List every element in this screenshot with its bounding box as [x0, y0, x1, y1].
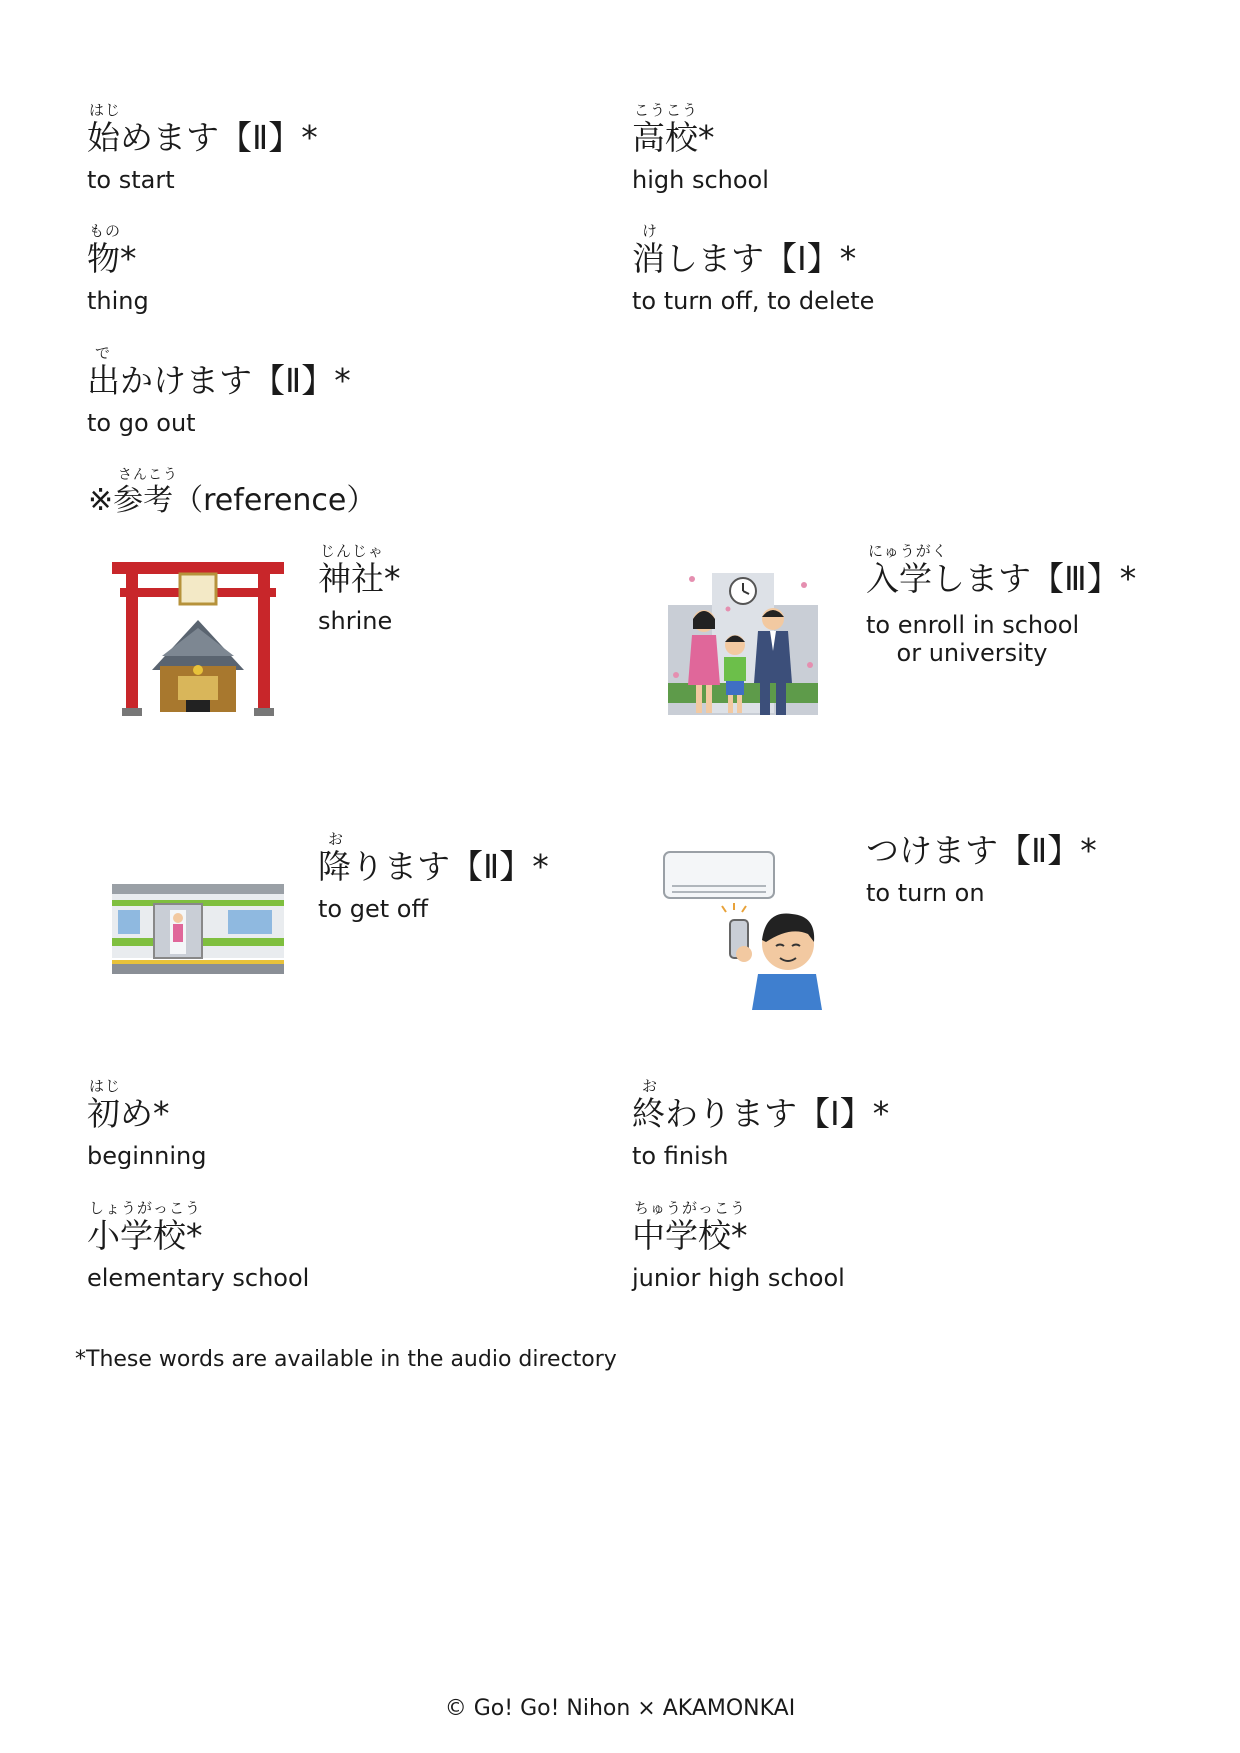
vocab-meaning: to get off — [318, 895, 428, 923]
furigana: じんじゃ — [320, 542, 385, 560]
furigana: け — [642, 222, 659, 240]
vocab-meaning: high school — [632, 166, 769, 194]
vocab-entry-start — [87, 102, 318, 196]
furigana: お — [642, 1077, 659, 1095]
vocab-word: 消します【Ⅰ】* — [632, 239, 857, 278]
audio-footnote: *These words are available in the audio directory — [75, 1347, 617, 1372]
vocab-word: 小学校* — [87, 1216, 203, 1255]
vocab-entry-elementary-school — [87, 1200, 309, 1294]
vocab-meaning: thing — [87, 287, 149, 315]
vocab-word: つけます【Ⅱ】* — [866, 831, 1097, 870]
vocab-word: 入学します【Ⅲ】* — [866, 559, 1137, 598]
vocab-word: 初め* — [87, 1094, 170, 1133]
furigana: ちゅうがっこう — [634, 1199, 747, 1217]
vocab-meaning: shrine — [318, 607, 393, 635]
vocab-meaning: to turn off, to delete — [632, 287, 875, 315]
vocab-meaning: elementary school — [87, 1264, 310, 1292]
copyright-footer: © Go! Go! Nihon × AKAMONKAI — [444, 1696, 796, 1721]
vocab-entry-junior-high-school — [632, 1200, 845, 1294]
vocab-word: 降ります【Ⅱ】* — [318, 847, 549, 886]
vocab-entry-turn-on — [866, 831, 1097, 909]
vocab-word: 中学校* — [632, 1216, 748, 1255]
furigana: で — [95, 344, 112, 362]
shrine-illustration — [112, 558, 284, 716]
vocab-entry-high-school — [632, 102, 769, 196]
vocab-meaning: to start — [87, 166, 175, 194]
family-school-illustration — [662, 565, 827, 720]
vocab-entry-get-off — [318, 831, 549, 925]
furigana: こうこう — [634, 101, 699, 119]
vocab-word: 始めます【Ⅱ】* — [87, 118, 318, 157]
vocab-entry-thing — [87, 223, 149, 317]
reference-label: ※参考（reference） — [88, 483, 377, 518]
vocab-word: 出かけます【Ⅱ】* — [87, 361, 351, 400]
furigana: はじ — [89, 101, 122, 119]
reference-heading — [88, 468, 376, 519]
vocab-word: 高校* — [632, 118, 715, 157]
furigana: にゅうがく — [868, 542, 948, 560]
air-conditioner-illustration — [662, 850, 832, 1010]
furigana: もの — [89, 222, 122, 240]
vocab-entry-go-out — [87, 345, 351, 439]
vocab-entry-shrine — [318, 543, 401, 637]
vocab-meaning: junior high school — [632, 1264, 845, 1292]
vocab-entry-beginning — [87, 1078, 206, 1172]
vocab-word: 物* — [87, 239, 137, 278]
furigana: はじ — [89, 1077, 122, 1095]
train-illustration — [112, 880, 284, 974]
vocab-word: 終わります【Ⅰ】* — [632, 1094, 890, 1133]
vocab-word: 神社* — [318, 559, 401, 598]
vocab-entry-finish — [632, 1078, 889, 1172]
vocab-meaning: to enroll in school or university — [866, 611, 1080, 667]
vocab-entry-enroll — [866, 543, 1136, 667]
vocab-meaning: beginning — [87, 1142, 207, 1170]
furigana: しょうがっこう — [89, 1199, 202, 1217]
vocab-meaning: to turn on — [866, 879, 985, 907]
furigana: お — [328, 830, 345, 848]
vocab-meaning: to finish — [632, 1142, 729, 1170]
furigana: さんこう — [118, 467, 178, 483]
vocab-entry-turn-off — [632, 223, 874, 317]
vocab-meaning: to go out — [87, 409, 196, 437]
